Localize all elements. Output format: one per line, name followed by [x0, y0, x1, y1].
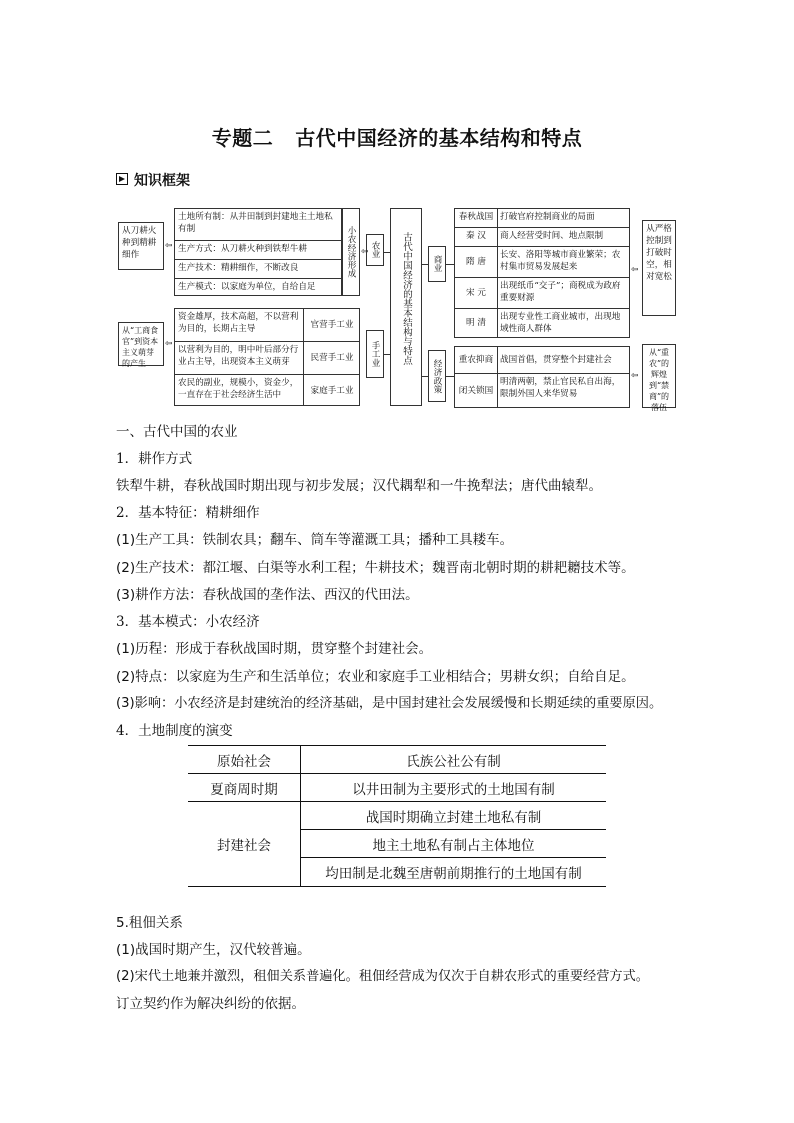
right-outer-top-box — [642, 220, 676, 316]
table-cell: 地主土地私有制占主体地位 — [301, 830, 607, 858]
craft-desc-3: 农民的副业，规模小，资金少，一直存在于社会经济生活中 — [178, 378, 299, 400]
craft-desc-2: 以营利为目的，明中叶后部分行业占主导，出现资本主义萌芽 — [178, 345, 299, 367]
agri-box — [366, 234, 384, 266]
table-cell: 原始社会 — [188, 746, 301, 774]
table-row — [188, 746, 606, 774]
arrow-left-icon: ⇦ — [165, 339, 173, 349]
right-outer-top-text: 从严格控制到打破时空，相对宽松 — [646, 224, 672, 282]
subheading-5: 5.租佃关系 — [116, 915, 183, 931]
policy-desc-2: 明清两朝，禁止官民私自出海，限制外国人来华贸易 — [500, 377, 621, 399]
commerce-era-4: 宋 元 — [466, 288, 486, 298]
handicraft-text: 手工业 — [370, 341, 380, 367]
commerce-desc-1: 打破官府控制商业的局面 — [500, 212, 595, 222]
craft-type-1: 官营手工业 — [310, 320, 354, 330]
arrow-left-icon: ⇦ — [361, 247, 369, 257]
arrow-left-icon: ⇦ — [165, 241, 173, 251]
commerce-desc-5: 出现专业性工商业城市，出现地域性商人群体 — [500, 312, 621, 334]
craft-box — [174, 308, 360, 406]
small-econ-box — [342, 208, 360, 296]
agri-items-box — [174, 208, 342, 296]
subheading-3: 3．基本模式：小农经济 — [116, 614, 260, 630]
commerce-era-5: 明 清 — [466, 318, 486, 328]
policy-text: 经济政策 — [432, 358, 442, 394]
craft-desc-1: 资金雄厚，技术高超，不以营利为目的，长期占主导 — [178, 312, 299, 334]
subheading-1: 1．耕作方式 — [116, 451, 193, 467]
commerce-desc-2: 商人经营受时间、地点限制 — [500, 231, 604, 241]
commerce-era-2: 秦 汉 — [466, 231, 486, 241]
left-outer-top-text: 从刀耕火种到精耕细作 — [122, 226, 157, 260]
paragraph-3b: (2)特点：以家庭为生产和生活单位；农业和家庭手工业相结合；男耕女织；自给自足。 — [116, 669, 635, 685]
title-part1: 专题二 — [211, 126, 274, 150]
agri-item-2: 生产方式：从刀耕火种到铁犁牛耕 — [178, 244, 307, 254]
table-cell: 战国时期确立封建土地私有制 — [301, 802, 607, 830]
agri-text: 农业 — [370, 241, 380, 259]
paragraph-5c: 订立契约作为解决纠纷的依据。 — [116, 996, 305, 1012]
section-heading-1: 一、古代中国的农业 — [116, 424, 238, 440]
table-cell: 封建社会 — [188, 802, 301, 887]
table-cell: 氏族公社公有制 — [301, 746, 607, 774]
right-outer-bottom-box — [642, 344, 676, 412]
table-cell: 以井田制为主要形式的土地国有制 — [301, 774, 607, 802]
section-label: 知识框架 — [134, 173, 190, 189]
left-outer-bottom-text: 从“工商食官”到资本主义萌芽的产生 — [122, 326, 159, 368]
title-part2: 古代中国经济的基本结构和特点 — [295, 126, 583, 150]
center-text: 古代中国经济的基本结构与特点 — [401, 232, 412, 365]
paragraph-2a: (1)生产工具：铁制农具；翻车、筒车等灌溉工具；播种工具耧车。 — [116, 532, 514, 548]
policy-box — [428, 350, 446, 402]
commerce-desc-3: 长安、洛阳等城市商业繁荣；农村集市贸易发展起来 — [500, 250, 621, 272]
table-cell: 夏商周时期 — [188, 774, 301, 802]
paragraph-5b: (2)宋代土地兼并激烈，租佃关系普遍化。租佃经营成为仅次于自耕农形式的重要经营方式。 — [116, 969, 649, 984]
paragraph-1: 铁犁牛耕，春秋战国时期出现与初步发展；汉代耦犁和一牛挽犁法；唐代曲辕犁。 — [116, 478, 602, 494]
agri-item-1: 土地所有制：从井田制到封建地主土地私有制 — [178, 212, 333, 234]
small-econ-text: 小农经济形成 — [346, 226, 356, 278]
land-system-table — [188, 745, 606, 887]
arrow-left-icon: ⇦ — [631, 265, 639, 275]
paragraph-2b: (2)生产技术：都江堰、白渠等水利工程；牛耕技术；魏晋南北朝时期的耕耙耱技术等。 — [116, 560, 635, 576]
paragraph-3c: (3)影响：小农经济是封建统治的经济基础，是中国封建社会发展缓慢和长期延续的重要原因。 — [116, 696, 663, 711]
craft-type-3: 家庭手工业 — [310, 386, 354, 396]
table-cell: 均田制是北魏至唐朝前期推行的土地国有制 — [301, 858, 607, 887]
commerce-era-3: 隋 唐 — [466, 257, 486, 267]
policy-name-1: 重农抑商 — [458, 355, 494, 365]
commerce-box — [428, 246, 446, 282]
handicraft-box — [366, 330, 384, 378]
policy-desc-1: 战国首倡，贯穿整个封建社会 — [500, 355, 612, 365]
table-row — [188, 802, 606, 830]
triangle-marker-icon — [116, 173, 128, 185]
page-title — [0, 122, 794, 151]
craft-type-2: 民营手工业 — [310, 353, 354, 363]
table-row — [188, 774, 606, 802]
arrow-left-icon: ⇦ — [631, 371, 639, 381]
policy-table — [454, 346, 630, 408]
subheading-2: 2．基本特征：精耕细作 — [116, 505, 260, 521]
subheading-4: 4．土地制度的演变 — [116, 723, 233, 739]
agri-item-3: 生产技术：精耕细作，不断改良 — [178, 263, 299, 273]
commerce-table — [454, 208, 630, 338]
paragraph-2c: (3)耕作方法：春秋战国的垄作法、西汉的代田法。 — [116, 587, 419, 603]
right-outer-bottom-text: 从“重农”的辉煌到“禁商”的落伍 — [648, 348, 670, 412]
policy-name-2: 闭关锁国 — [458, 386, 494, 396]
commerce-desc-4: 出现纸币“交子”；商税成为政府重要财源 — [500, 281, 621, 303]
commerce-text: 商业 — [432, 255, 442, 273]
paragraph-3a: (1)历程：形成于春秋战国时期，贯穿整个封建社会。 — [116, 641, 433, 657]
left-outer-bottom-box — [118, 322, 164, 366]
center-box — [390, 208, 422, 406]
paragraph-5a: (1)战国时期产生，汉代较普遍。 — [116, 942, 311, 958]
left-outer-top-box — [118, 222, 164, 270]
agri-item-4: 生产模式：以家庭为单位，自给自足 — [178, 282, 316, 292]
commerce-era-1: 春秋战国 — [458, 212, 494, 222]
